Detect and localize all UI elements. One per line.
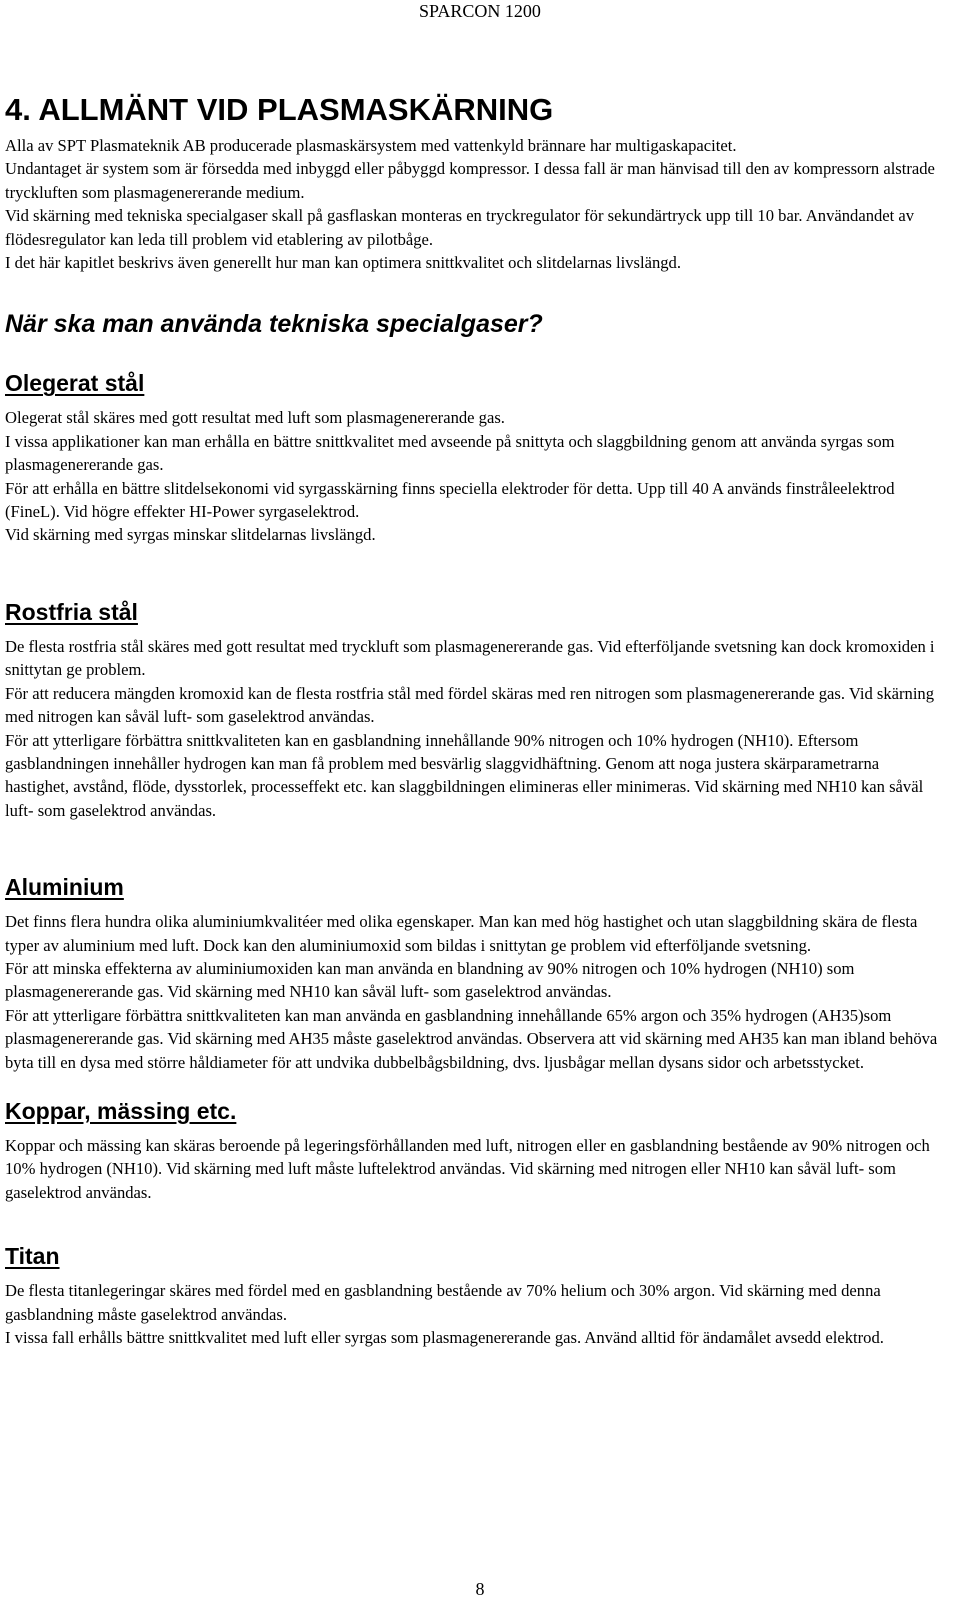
section-paragraph: I vissa fall erhålls bättre snittkvalitet med luft eller syrgas som plasmagenererande gas. Använd alltid för ändamålet avsedd elektrod. [5,1328,884,1347]
page-content [5,92,940,1349]
section-paragraph: I vissa applikationer kan man erhålla en bättre snittkvalitet med avseende på snittyta och slaggbildning genom att använda syrgas som plasmagenererande gas. [5,431,895,475]
section-paragraph: För att reducera mängden kromoxid kan de flesta rostfria stål med fördel skäras med ren nitrogen som plasmagenererande gas. Vid skärning med nitrogen kan såväl luft- som gaselektrod användas. [5,683,935,727]
section-paragraph: De flesta rostfria stål skäres med gott resultat med tryckluft som plasmagenererande gas. Vid efterföljande svetsning kan dock kromoxiden i snittytan ge problem. [5,636,935,680]
chapter-title: 4. ALLMÄNT VID PLASMASKÄRNING [5,92,554,127]
page-header: SPARCON 1200 [419,1,541,21]
page-number: 8 [475,1579,485,1599]
section-paragraph: För att erhålla en bättre slitdelsekonomi vid syrgasskärning finns speciella elektroder för detta. Upp till 40 A används finstråleelektrod (FineL). Vid högre effekter HI-Power syrgaselektrod. [5,478,895,522]
section-paragraph: För att minska effekterna av aluminiumoxiden kan man använda en blandning av 90% nitrogen och 10% hydrogen (NH10) som plasmagenererande gas. Vid skärning med NH10 kan såväl luft- som gaselektrod användas. [5,958,855,1002]
section-paragraph: Vid skärning med syrgas minskar slitdelarnas livslängd. [5,525,376,545]
section-title-koppar: Koppar, mässing etc. [5,1097,237,1124]
intro-paragraph: Alla av SPT Plasmateknik AB producerade plasmaskärsystem med vattenkyld brännare har multigaskapacitet. [5,136,737,155]
intro-paragraph: Undantaget är system som är försedda med inbyggd eller påbyggd kompressor. I dessa fall är man hänvisad till den av kompressorn alstrade tryckluften som plasmagenererande medium. [5,159,935,202]
section-paragraph: För att ytterligare förbättra snittkvaliteten kan man använda en gasblandning innehållande 65% argon och 35% hydrogen (AH35)som plasmagenererande gas. Vid skärning med AH35 måste gaselektrod användas. Observera att vid skärning med AH35 kan man ibland behöva byta till en dysa med större håldiameter för att undvika dubbelbågsbildning, dvs. ljusbågar mellan dysans sidor och arbetsstycket. [5,1005,938,1072]
section-title-rostfria-stal: Rostfria stål [5,598,138,625]
section-paragraph: Olegerat stål skäres med gott resultat med luft som plasmagenererande gas. [5,408,505,428]
section-paragraph: För att ytterligare förbättra snittkvaliteten kan en gasblandning innehållande 90% nitrogen och 10% hydrogen (NH10). Eftersom gasblandningen innehåller hydrogen kan man få problem med besvärlig slaggvidhäftning. Genom att noga justera skärparametrarna hastighet, avstånd, flöde, dysstorlek, processeffekt etc. kan slaggbildningen elimineras eller minimeras. Vid skärning med NH10 kan såväl luft- som gaselektrod användas. [5,730,924,820]
section-title-titan: Titan [5,1243,60,1270]
section-paragraph: De flesta titanlegeringar skäres med fördel med en gasblandning bestående av 70% helium och 30% argon. Vid skärning med denna gasblandning måste gaselektrod användas. [5,1281,881,1324]
section-paragraph: Koppar och mässing kan skäras beroende på legeringsförhållanden med luft, nitrogen eller en gasblandning bestående av 90% nitrogen och 10% hydrogen (NH10). Vid skärning med luft måste luftelektrod användas. Vid skärning med nitrogen eller NH10 kan såväl luft- som gaselektrod användas. [5,1135,930,1202]
question-heading: När ska man använda tekniska specialgaser? [5,310,543,339]
section-title-aluminium: Aluminium [5,874,124,901]
intro-paragraph: I det här kapitlet beskrivs även generellt hur man kan optimera snittkvalitet och slitdelarnas livslängd. [5,253,682,273]
section-paragraph: Det finns flera hundra olika aluminiumkvalitéer med olika egenskaper. Man kan med hög hastighet och utan slaggbildning skära de flesta typer av aluminium med luft. Dock kan den aluminiumoxid som bildas i snittytan ge problem vid efterföljande svetsning. [5,912,918,955]
intro-paragraph: Vid skärning med tekniska specialgaser skall på gasflaskan monteras en tryckregulator för sekundärtryck upp till 10 bar. Användandet av flödesregulator kan leda till problem vid etablering av pilotbåge. [5,206,915,249]
section-title-olegerat-stal: Olegerat stål [5,370,145,397]
